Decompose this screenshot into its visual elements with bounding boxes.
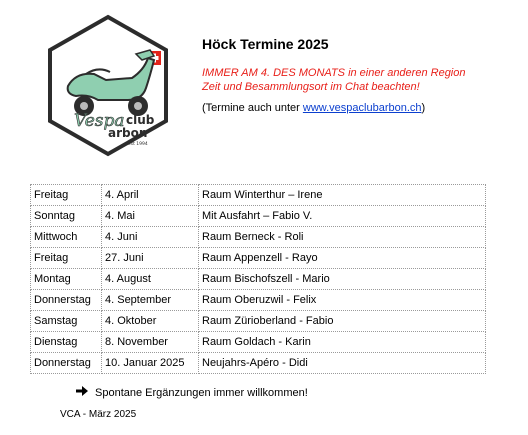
- event-cell: Raum Oberuzwil - Felix: [199, 290, 486, 311]
- notice-line-2: Zeit und Besammlungsort im Chat beachten!: [202, 81, 420, 93]
- table-row: [31, 290, 486, 311]
- day-cell: Mittwoch: [31, 227, 102, 248]
- day-cell: Dienstag: [31, 332, 102, 353]
- arrow-right-icon: [76, 386, 90, 399]
- notice-text: [202, 66, 522, 94]
- table-row: [31, 227, 486, 248]
- date-cell: 4. Oktober: [102, 311, 199, 332]
- svg-text:arbon: arbon: [108, 126, 148, 140]
- day-cell: Freitag: [31, 185, 102, 206]
- date-cell: 4. Mai: [102, 206, 199, 227]
- event-cell: Raum Berneck - Roli: [199, 227, 486, 248]
- reference-line: [202, 102, 522, 114]
- day-cell: Freitag: [31, 248, 102, 269]
- reference-prefix: (Termine auch unter: [202, 102, 303, 114]
- event-cell: Raum Goldach - Karin: [199, 332, 486, 353]
- schedule-table: [30, 184, 486, 374]
- svg-text:club: club: [126, 113, 155, 127]
- reference-suffix: ): [421, 102, 426, 114]
- date-cell: 4. August: [102, 269, 199, 290]
- table-row: [31, 185, 486, 206]
- table-row: [31, 269, 486, 290]
- addition-note: [76, 386, 308, 399]
- addition-text: Spontane Ergänzungen immer willkommen!: [95, 387, 308, 399]
- date-cell: 4. Juni: [102, 227, 199, 248]
- club-logo: [46, 14, 170, 157]
- date-cell: 4. September: [102, 290, 199, 311]
- header: [202, 36, 522, 114]
- event-cell: Raum Bischofszell - Mario: [199, 269, 486, 290]
- event-cell: Raum Winterthur – Irene: [199, 185, 486, 206]
- notice-line-1: IMMER AM 4. DES MONATS in einer anderen Region: [202, 67, 466, 79]
- page-title: Höck Termine 2025: [202, 36, 329, 52]
- table-row: [31, 332, 486, 353]
- table-row: [31, 353, 486, 374]
- event-cell: Raum Zürioberland - Fabio: [199, 311, 486, 332]
- vespa-scooter-logo-icon: [46, 14, 170, 157]
- day-cell: Sonntag: [31, 206, 102, 227]
- day-cell: Samstag: [31, 311, 102, 332]
- day-cell: Montag: [31, 269, 102, 290]
- event-cell: Raum Appenzell - Rayo: [199, 248, 486, 269]
- table-row: [31, 206, 486, 227]
- svg-text:Vespa: Vespa: [74, 111, 125, 131]
- date-cell: 27. Juni: [102, 248, 199, 269]
- event-cell: Mit Ausfahrt – Fabio V.: [199, 206, 486, 227]
- table-row: [31, 248, 486, 269]
- svg-text:est 1994: est 1994: [128, 142, 148, 147]
- date-cell: 4. April: [102, 185, 199, 206]
- date-cell: 8. November: [102, 332, 199, 353]
- day-cell: Donnerstag: [31, 290, 102, 311]
- day-cell: Donnerstag: [31, 353, 102, 374]
- event-cell: Neujahrs-Apéro - Didi: [199, 353, 486, 374]
- table-row: [31, 311, 486, 332]
- footer-text: VCA - März 2025: [60, 409, 137, 420]
- website-link[interactable]: www.vespaclubarbon.ch: [302, 102, 422, 114]
- date-cell: 10. Januar 2025: [102, 353, 199, 374]
